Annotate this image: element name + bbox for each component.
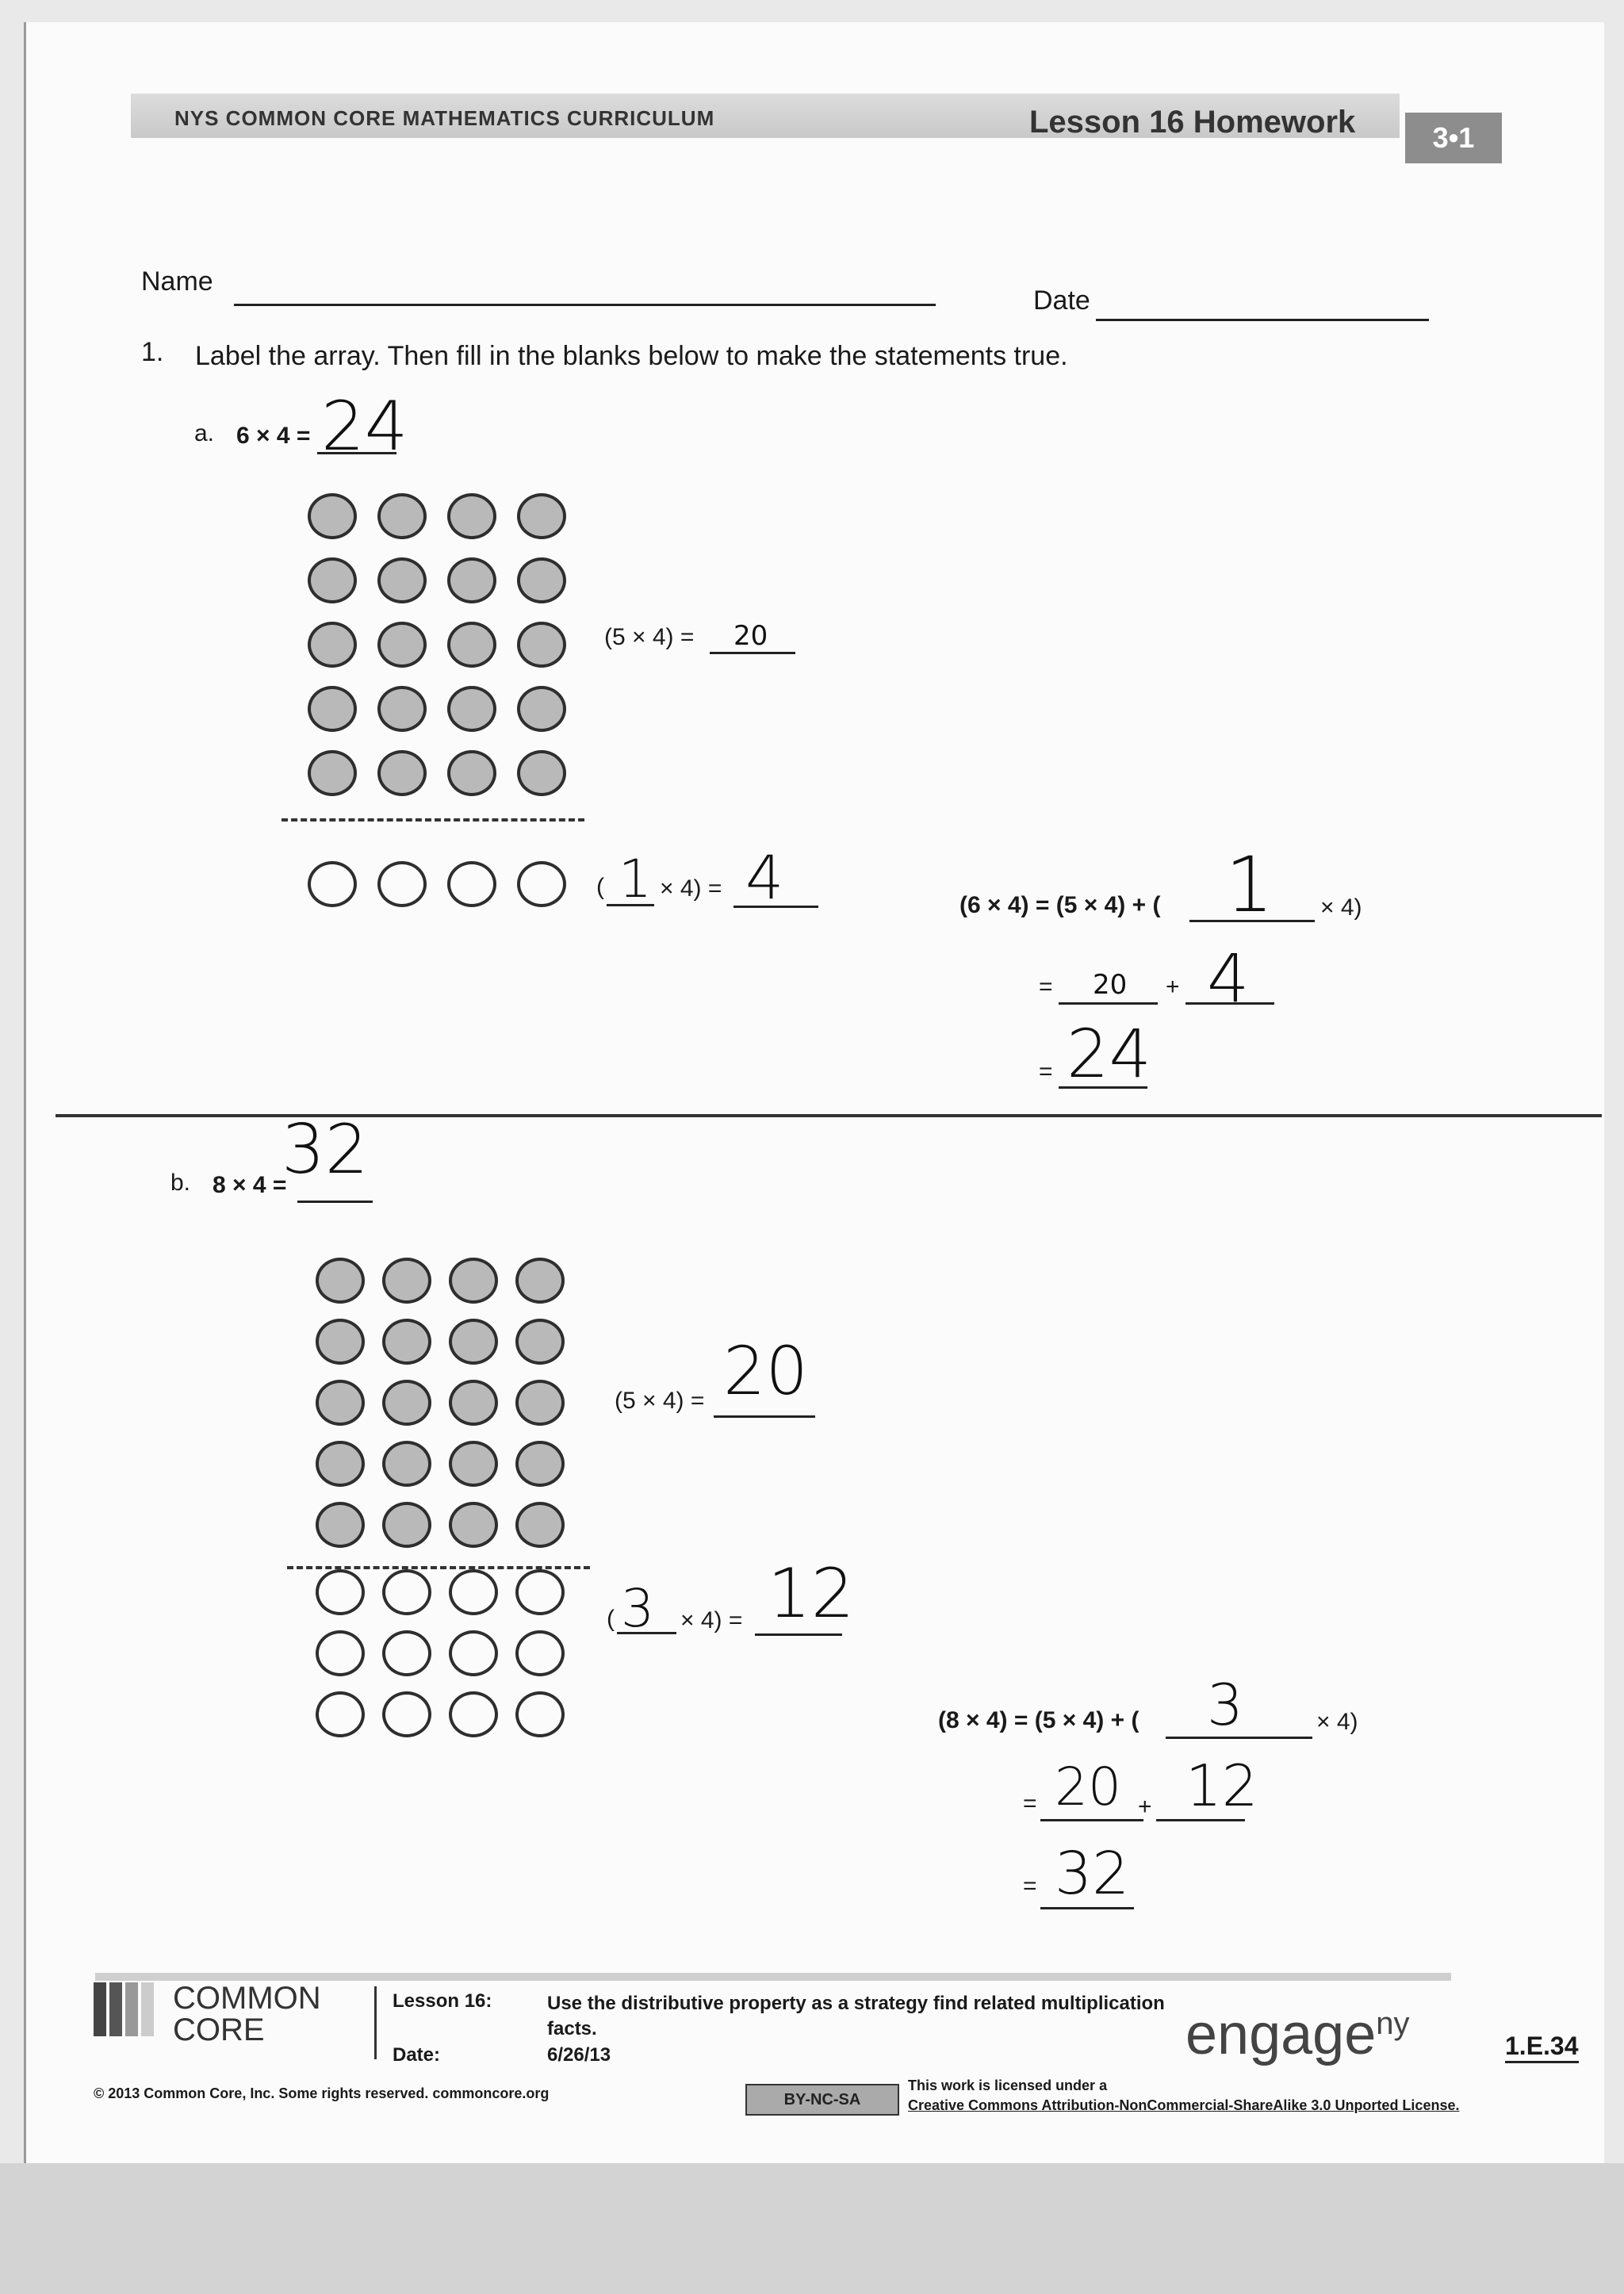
- shaded-circle: [447, 686, 496, 732]
- part-a-eq1-left: (5 × 4) =: [604, 624, 695, 650]
- part-a-eq2-open: (: [596, 874, 604, 900]
- shaded-circle: [517, 686, 566, 732]
- unshaded-circle: [382, 1630, 431, 1676]
- unshaded-circle: [316, 1630, 365, 1676]
- shaded-circle: [382, 1380, 431, 1426]
- shaded-circle: [316, 1380, 365, 1426]
- part-b-sum-b: 12: [1185, 1752, 1258, 1819]
- shaded-circle: [308, 750, 357, 796]
- unshaded-circle: [382, 1691, 431, 1737]
- question-number: 1.: [141, 337, 164, 367]
- part-b-sum-b-blank[interactable]: [1156, 1819, 1245, 1821]
- footer-rule: [95, 1973, 1451, 1981]
- part-b-eq2-rest: × 4) =: [680, 1607, 743, 1633]
- shaded-circle: [447, 622, 496, 668]
- part-a-plus: +: [1166, 974, 1180, 1000]
- part-b-eq2-answer-blank[interactable]: [755, 1633, 842, 1636]
- license-line-1: This work is licensed under a: [908, 2078, 1108, 2093]
- part-b-prompt: 8 × 4 =: [213, 1172, 287, 1198]
- unshaded-circle: [515, 1569, 565, 1615]
- part-a-dist-right: × 4): [1320, 894, 1362, 921]
- part-a-total: 24: [1067, 1015, 1151, 1093]
- array-a-divider: [282, 818, 584, 821]
- shaded-circle: [316, 1319, 365, 1365]
- shaded-circle: [308, 557, 357, 603]
- part-a-total-eq: =: [1039, 1059, 1053, 1085]
- shaded-circle: [449, 1441, 498, 1487]
- shaded-circle: [447, 493, 496, 539]
- shaded-circle: [447, 557, 496, 603]
- curriculum-title: NYS COMMON CORE MATHEMATICS CURRICULUM: [174, 106, 715, 130]
- shaded-circle: [316, 1441, 365, 1487]
- shaded-circle: [515, 1441, 565, 1487]
- date-field[interactable]: [1096, 319, 1429, 321]
- part-b-total: 32: [1055, 1840, 1130, 1908]
- shaded-circle: [382, 1441, 431, 1487]
- shaded-circle: [449, 1319, 498, 1365]
- part-b-plus: +: [1138, 1794, 1152, 1820]
- part-a-eq1-blank[interactable]: [710, 652, 795, 654]
- part-b-eq2-fill: 3: [621, 1578, 654, 1639]
- shaded-circle: [517, 622, 566, 668]
- shaded-circle: [517, 557, 566, 603]
- grade-module-badge: 3•1: [1405, 113, 1502, 163]
- shaded-circle: [382, 1258, 431, 1304]
- part-b-eq2-answer: 12: [768, 1554, 855, 1633]
- part-b-answer-line[interactable]: [297, 1201, 373, 1203]
- shaded-circle: [377, 686, 427, 732]
- unshaded-circle: [316, 1691, 365, 1737]
- unshaded-circle: [517, 861, 566, 907]
- footer-separator: [374, 1986, 377, 2059]
- shaded-circle: [377, 493, 427, 539]
- shaded-circle: [308, 493, 357, 539]
- part-b-sum-a-blank[interactable]: [1040, 1819, 1143, 1821]
- name-field[interactable]: [234, 304, 936, 306]
- part-b-eq2-open: (: [607, 1606, 615, 1632]
- engageny-logo: [1185, 2002, 1410, 2067]
- common-core-logo-icon: [94, 1982, 165, 2038]
- footer-lesson-label: Lesson 16:: [393, 1990, 492, 2012]
- shaded-circle: [377, 750, 427, 796]
- unshaded-circle: [382, 1569, 431, 1615]
- shaded-circle: [517, 750, 566, 796]
- unshaded-circle: [308, 861, 357, 907]
- unshaded-circle: [449, 1691, 498, 1737]
- part-a-eq2-fill: 1: [619, 848, 652, 910]
- shaded-circle: [515, 1502, 565, 1548]
- part-b-eq1-blank[interactable]: [714, 1415, 815, 1418]
- shaded-circle: [449, 1258, 498, 1304]
- part-b-dist-left: (8 × 4) = (5 × 4) + (: [938, 1707, 1139, 1733]
- shaded-circle: [515, 1258, 565, 1304]
- copyright: © 2013 Common Core, Inc. Some rights reserved. commoncore.org: [94, 2085, 550, 2101]
- array-b-divider: [287, 1566, 590, 1569]
- logo-text-common: COMMON: [173, 1981, 321, 2016]
- ny-text: ny: [1376, 2006, 1410, 2041]
- shaded-circle: [382, 1319, 431, 1365]
- name-label: Name: [141, 266, 213, 297]
- common-core-logo: [94, 1982, 165, 2042]
- part-a-letter: a.: [194, 420, 215, 446]
- shaded-circle: [517, 493, 566, 539]
- unshaded-circle: [515, 1630, 565, 1676]
- shaded-circle: [515, 1380, 565, 1426]
- unshaded-circle: [447, 861, 496, 907]
- footer-description: Use the distributive property as a strategy find related multiplication: [547, 1993, 1165, 2014]
- shaded-circle: [308, 622, 357, 668]
- cc-license-badge[interactable]: BY-NC-SA: [745, 2084, 899, 2116]
- shaded-circle: [316, 1502, 365, 1548]
- question-instruction: Label the array. Then fill in the blanks below to make the statements true.: [195, 341, 1068, 371]
- part-a-dist-fill: 1: [1225, 841, 1274, 929]
- shaded-circle: [382, 1502, 431, 1548]
- part-a-answer: 24: [321, 387, 408, 466]
- part-a-sum-b: 4: [1207, 940, 1250, 1017]
- shaded-circle: [515, 1319, 565, 1365]
- unshaded-circle: [316, 1569, 365, 1615]
- part-a-eq2-rest: × 4) =: [660, 875, 722, 902]
- shaded-circle: [316, 1258, 365, 1304]
- part-b-eq1-answer: 20: [723, 1332, 808, 1410]
- part-b-sum-a: 20: [1055, 1756, 1121, 1817]
- part-a-sum-eq: =: [1039, 974, 1053, 1000]
- footer-date-label: Date:: [393, 2044, 441, 2066]
- part-b-total-eq: =: [1023, 1873, 1037, 1899]
- unshaded-circle: [377, 861, 427, 907]
- footer-date-value: 6/26/13: [547, 2044, 611, 2066]
- part-b-eq1-left: (5 × 4) =: [615, 1388, 705, 1414]
- shaded-circle: [377, 557, 427, 603]
- shaded-circle: [449, 1380, 498, 1426]
- unshaded-circle: [515, 1691, 565, 1737]
- license-link[interactable]: Creative Commons Attribution-NonCommercial-ShareAlike 3.0 Unported License.: [908, 2097, 1460, 2113]
- shaded-circle: [449, 1502, 498, 1548]
- unshaded-circle: [449, 1569, 498, 1615]
- shaded-circle: [447, 750, 496, 796]
- part-b-sum-eq: =: [1023, 1790, 1037, 1817]
- part-b-dist-right: × 4): [1316, 1709, 1358, 1735]
- unshaded-circle: [449, 1630, 498, 1676]
- part-a-dist-left: (6 × 4) = (5 × 4) + (: [959, 892, 1161, 918]
- footer-description-2: facts.: [547, 2018, 597, 2039]
- part-a-eq1-answer: 20: [733, 620, 768, 652]
- part-b-letter: b.: [170, 1170, 191, 1196]
- shaded-circle: [377, 622, 427, 668]
- part-a-eq2-answer: 4: [745, 842, 784, 913]
- part-b-dist-fill: 3: [1207, 1672, 1243, 1738]
- part-a-sum-a: 20: [1093, 969, 1128, 1001]
- page-code: 1.E.34: [1505, 2032, 1579, 2063]
- part-a-sum-a-blank[interactable]: [1059, 1002, 1158, 1005]
- part-b-answer: 32: [282, 1110, 369, 1189]
- scan-bottom-margin: [0, 2163, 1624, 2294]
- date-label: Date: [1033, 285, 1090, 316]
- logo-text-core: CORE: [173, 2013, 265, 2047]
- lesson-title: Lesson 16 Homework: [1029, 105, 1356, 140]
- engage-text: engage: [1185, 2003, 1377, 2066]
- part-a-prompt: 6 × 4 =: [236, 423, 311, 449]
- shaded-circle: [308, 686, 357, 732]
